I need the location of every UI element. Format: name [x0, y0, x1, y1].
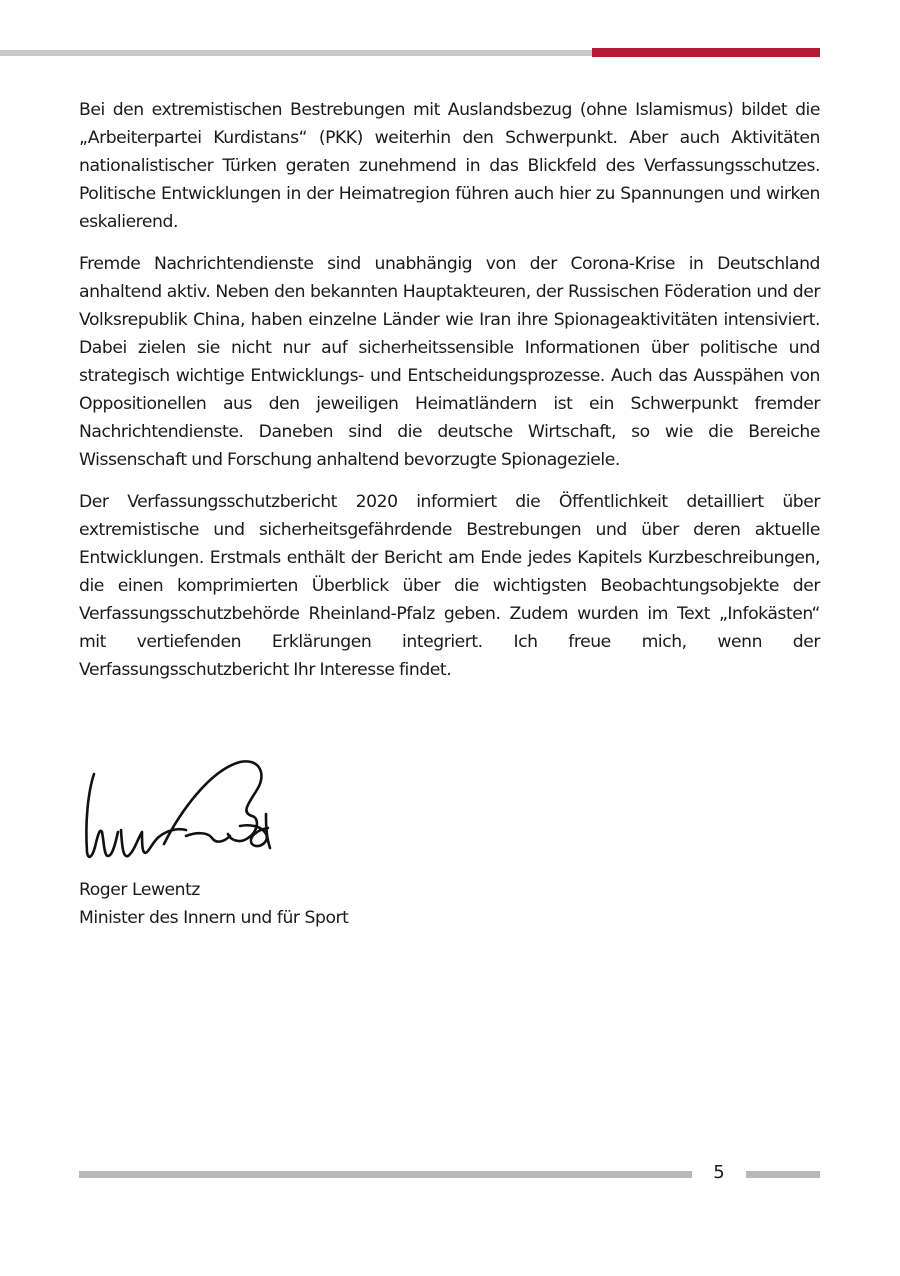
body-text — [79, 96, 820, 684]
signer-block — [79, 876, 579, 932]
footer-rule-right — [746, 1171, 820, 1178]
paragraph-foreign-intelligence: Fremde Nachrichtendienste sind unabhängig von der Corona-Krise in Deutschland anhaltend aktiv. Neben den bekannten Hauptakteuren, der Russischen Föderation und der Volksrepublik China, haben einzelne Länder wie Iran ihre Spionageaktivitäten intensiviert. Dabei zielen sie nicht nur auf sicherheitssensible Informationen über politische und strategisch wichtige Entwicklungs- und Entscheidungsprozesse. Auch das Ausspähen von Oppositionellen aus den jeweiligen Heimatländern ist ein Schwerpunkt fremder Nachrichtendienste. Daneben sind die deutsche Wirtschaft, so wie die Bereiche Wissenschaft und Forschung anhaltend bevorzugte Spionageziele. — [79, 254, 820, 470]
signer-name: Roger Lewentz — [79, 880, 200, 900]
footer-rule-left — [79, 1171, 692, 1178]
signature-stroke-1 — [86, 774, 118, 857]
paragraph-report-overview: Der Verfassungsschutzbericht 2020 informiert die Öffentlichkeit detailliert über extremistische und sicherheitsgefährdende Bestrebungen und über deren aktuelle Entwicklungen. Erstmals enthält der Bericht am Ende jedes Kapitels Kurzbeschreibungen, die einen komprimierten Überblick über die wichtigsten Beobachtungsobjekte der Verfassungsschutzbehörde Rheinland-Pfalz geben. Zudem wurden im Text „Infokästen“ mit vertiefenden Erklärungen integriert. Ich freue mich, wenn der Verfassungsschutzbericht Ihr Interesse findet. — [79, 492, 820, 680]
handwritten-signature — [80, 752, 276, 868]
signature-stroke-2 — [121, 829, 186, 856]
signature-stroke-3 — [164, 761, 261, 844]
header-rule-gray — [0, 50, 592, 56]
header-rule-red-accent — [592, 48, 820, 57]
signature-stroke-5 — [240, 825, 268, 846]
page-number: 5 — [713, 1162, 725, 1183]
signature-stroke-6 — [266, 814, 270, 848]
signature-stroke-4 — [186, 833, 230, 841]
paragraph-extremism-foreign: Bei den extremistischen Bestrebungen mit Auslandsbezug (ohne Islamismus) bildet die „Arbeiterpartei Kurdistans“ (PKK) weiterhin den Schwerpunkt. Aber auch Aktivitäten nationalistischer Türken geraten zunehmend in das Blickfeld des Verfassungsschutzes. Politische Entwicklungen in der Heimatregion führen auch hier zu Spannungen und wirken eskalierend. — [79, 100, 820, 232]
signer-title: Minister des Innern und für Sport — [79, 908, 349, 928]
